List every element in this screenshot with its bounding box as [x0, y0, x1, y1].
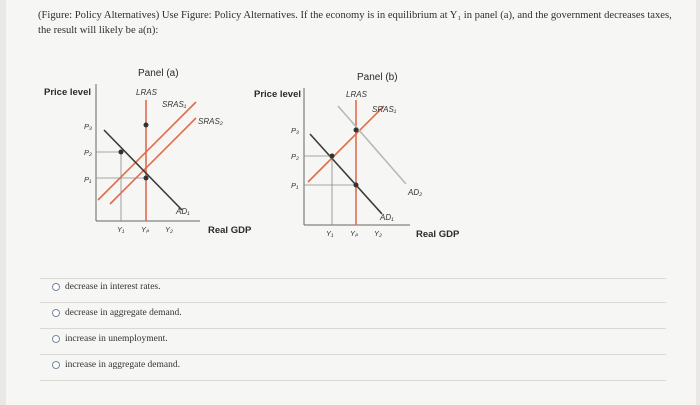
panel-b [254, 72, 460, 240]
panel-a-sras2-label: SRAS₂ [198, 117, 223, 126]
radio-button-icon[interactable] [52, 309, 60, 317]
panel-b-tick-yp: Yₚ [350, 229, 359, 238]
panel-b-lras-label: LRAS [346, 90, 367, 99]
panel-a-ad1-label: AD₁ [176, 207, 190, 216]
panel-a-y-axis-label: Price level [44, 87, 92, 98]
panel-a [44, 68, 252, 236]
option-divider [40, 302, 666, 303]
option-decrease-interest-rates[interactable] [52, 279, 160, 295]
option-label: increase in unemployment. [65, 334, 168, 344]
panel-b-title: Panel (b) [357, 72, 398, 83]
panel-a-point-p3 [144, 123, 149, 128]
panel-a-tick-y2: Y₂ [165, 225, 173, 234]
panel-a-tick-y1: Y₁ [117, 225, 125, 234]
panel-b-equilibrium-y1 [330, 154, 335, 159]
panel-a-tick-p2: P₂ [84, 148, 92, 157]
option-divider [40, 380, 666, 381]
panel-b-ad1-line [310, 134, 382, 214]
panel-a-tick-yp: Yₚ [141, 225, 150, 234]
radio-button-icon[interactable] [52, 283, 60, 291]
option-increase-unemployment[interactable] [52, 331, 168, 347]
panel-b-equilibrium-yp [354, 183, 359, 188]
radio-button-icon[interactable] [52, 335, 60, 343]
panel-b-ad1-label: AD₁ [380, 213, 394, 222]
option-label: decrease in aggregate demand. [65, 308, 182, 318]
option-label: decrease in interest rates. [65, 282, 161, 292]
option-label: increase in aggregate demand. [65, 360, 180, 370]
option-increase-aggregate-demand[interactable] [52, 357, 180, 373]
question-text: (Figure: Policy Alternatives) Use Figure: Policy Alternatives. If the economy is in equilibrium at Y₁ in panel (a), and the government decreases taxes, the result will likely be a(n): [38, 10, 672, 36]
panel-b-tick-y2: Y₂ [374, 229, 382, 238]
radio-button-icon[interactable] [52, 361, 60, 369]
panel-b-y-axis-label: Price level [254, 89, 302, 100]
panel-b-tick-p1: P₁ [291, 181, 299, 190]
panel-a-sras2-line [110, 118, 196, 204]
option-decrease-aggregate-demand[interactable] [52, 305, 182, 321]
panel-a-title: Panel (a) [138, 68, 179, 79]
panel-a-lras-label: LRAS [136, 88, 157, 97]
option-divider [40, 354, 666, 355]
panel-a-x-axis-label: Real GDP [208, 225, 252, 236]
panel-b-ad2-label: AD₂ [408, 188, 423, 197]
panel-a-sras1-label: SRAS₁ [162, 100, 187, 109]
panel-b-tick-y1: Y₁ [326, 229, 334, 238]
panel-b-sras1-label: SRAS₁ [372, 105, 397, 114]
panel-a-equilibrium-yp [144, 176, 149, 181]
panel-b-tick-p3: P₃ [291, 126, 299, 135]
panel-a-tick-p3: P₃ [84, 122, 92, 131]
panel-b-tick-p2: P₂ [291, 152, 299, 161]
panel-b-x-axis-label: Real GDP [416, 229, 460, 240]
option-divider [40, 328, 666, 329]
panel-b-point-p3 [354, 128, 359, 133]
panel-a-tick-p1: P₁ [84, 175, 92, 184]
panel-a-sras1-line [98, 102, 196, 200]
panel-a-equilibrium-y1 [119, 150, 124, 155]
